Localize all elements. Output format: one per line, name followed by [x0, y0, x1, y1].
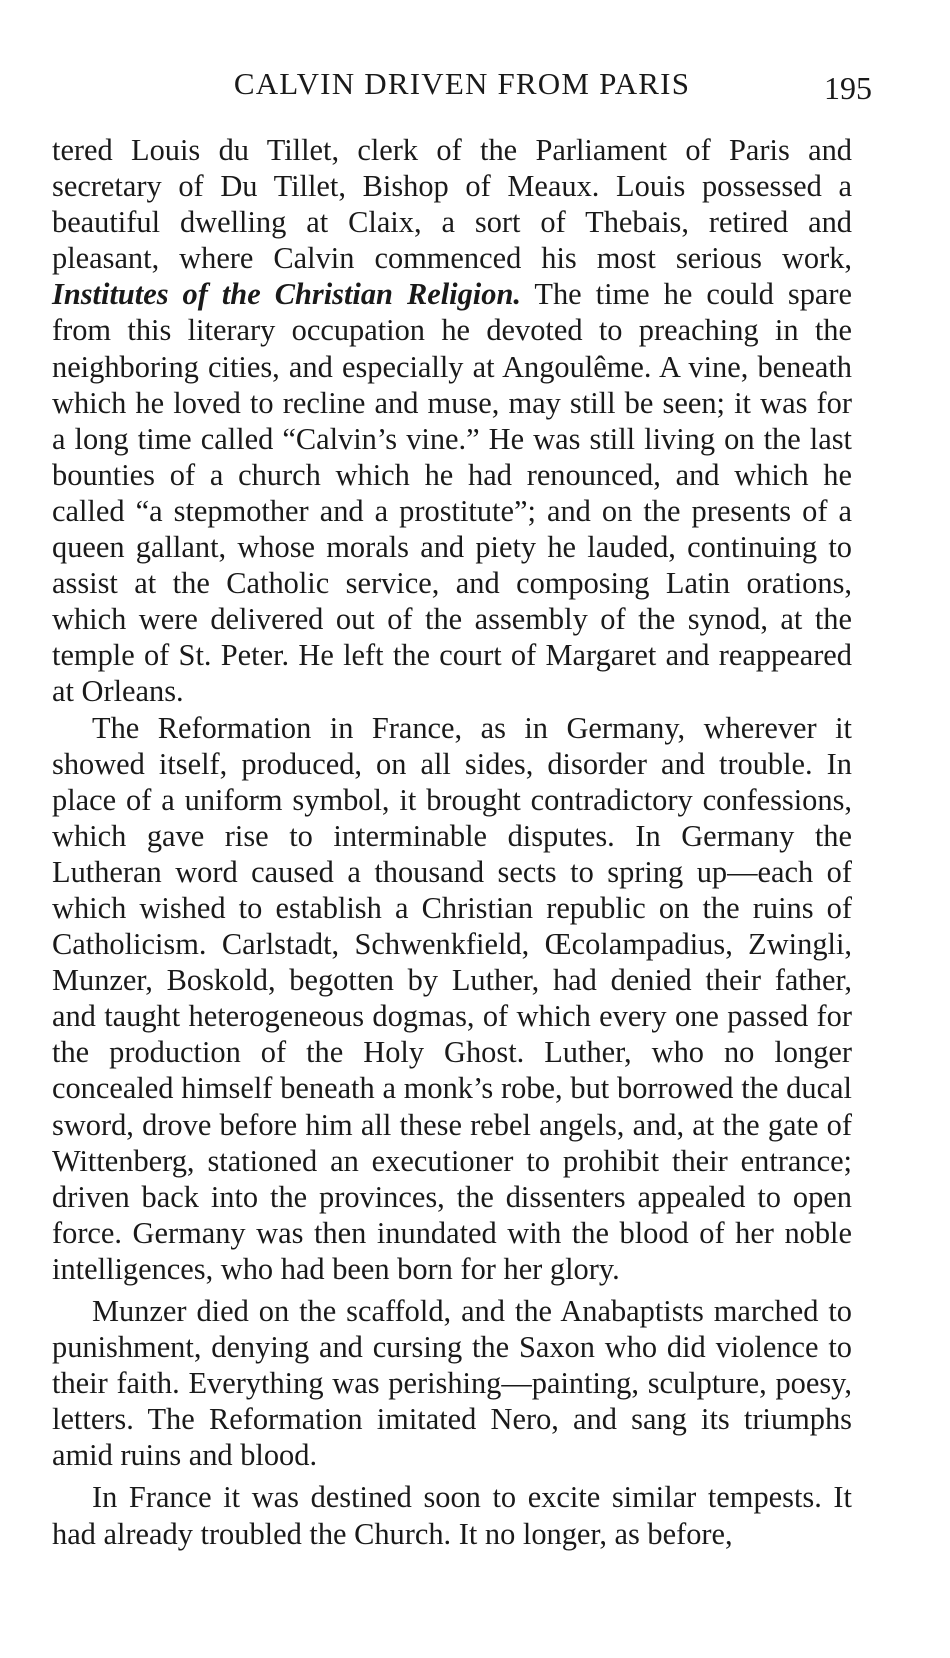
book-title-italic: Institutes of the Christian Religion.	[52, 277, 521, 312]
running-title: CALVIN DRIVEN FROM PARIS	[233, 66, 691, 101]
page-number: 195	[824, 70, 872, 106]
paragraph-1-text-before: tered Louis du Tillet, clerk of the Parliament of Paris and secretary of Du Tillet, Bishop of Meaux. Louis possessed a beautiful dwelling at Claix, a sort of Thebais, retired and pleasant, where Calvin commenced his most serious work,	[52, 133, 852, 276]
page-header	[52, 66, 872, 114]
paragraph-1	[52, 132, 852, 710]
paragraph-4: In France it was destined soon to excite similar tempests. It had already troubled the Church. It no longer, as before,	[52, 1480, 852, 1551]
paragraph-3: Munzer died on the scaffold, and the Anabaptists marched to punishment, denying and cursing the Saxon who did violence to their faith. Everything was perishing—painting, sculpture, poesy, letters. The Reformation imitated Nero, and sang its triumphs amid ruins and blood.	[52, 1294, 852, 1473]
body-text	[52, 132, 852, 1552]
paragraph-2: The Reformation in France, as in Germany, wherever it showed itself, produced, on all sides, disorder and trouble. In place of a uniform symbol, it brought contradictory confessions, which gave rise to interminable disputes. In Germany the Lutheran word caused a thousand sects to spring up—each of which wished to establish a Christian republic on the ruins of Catholicism. Carlstadt, Schwenkfield, Œcolampadius, Zwingli, Munzer, Boskold, begotten by Luther, had denied their father, and taught heterogeneous dogmas, of which every one passed for the production of the Holy Ghost. Luther, who no longer concealed himself beneath a monk’s robe, but borrowed the ducal sword, drove before him all these rebel angels, and, at the gate of Wittenberg, stationed an executioner to prohibit their entrance; driven back into the provinces, the dissenters appealed to open force. Germany was then inundated with the blood of her noble intelligences, who had been born for her glory.	[52, 710, 852, 1286]
paragraph-1-text-after: The time he could spare from this literary occupation he devoted to preaching in the neighboring cities, and especially at Angoulême. A vine, beneath which he loved to recline and muse, may still be seen; it was for a long time called “Calvin’s vine.” He was still living on the last bounties of a church which he had renounced, and which he called “a stepmother and a prostitute”; and on the presents of a queen gallant, whose morals and piety he lauded, continuing to assist at the Catholic service, and composing Latin orations, which were delivered out of the assembly of the synod, at the temple of St. Peter. He left the court of Margaret and reappeared at Orleans.	[52, 277, 852, 709]
